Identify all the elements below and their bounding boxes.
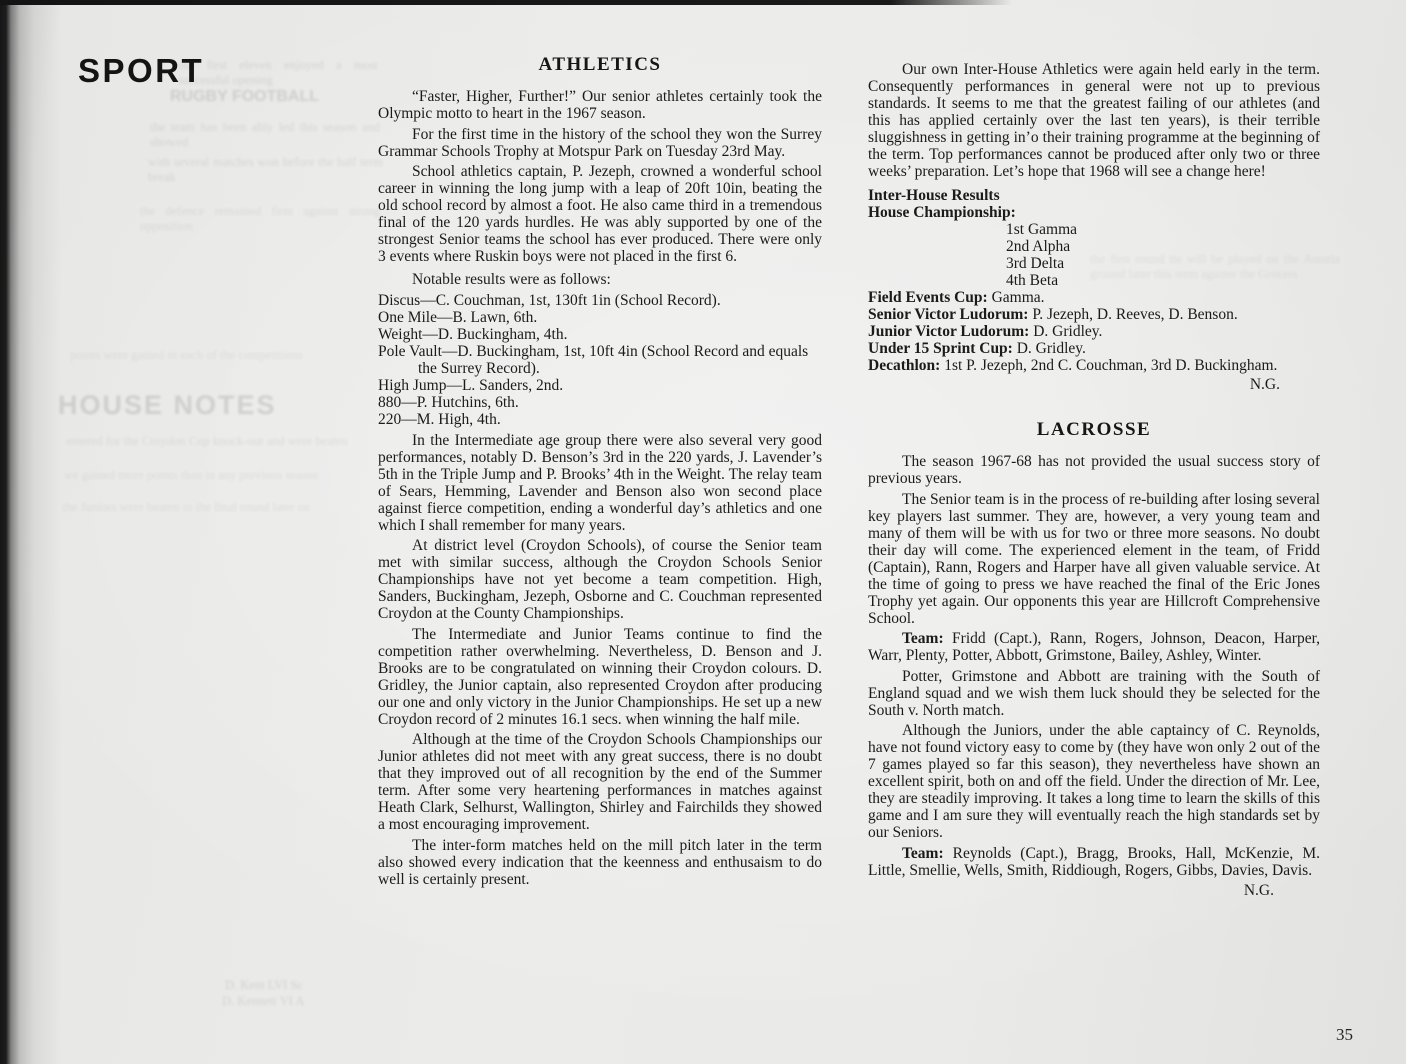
bleed-through-ghost: RUGBY FOOTBALL <box>170 88 320 105</box>
inter-house-results-heading: Inter-House Results <box>868 187 1000 204</box>
paragraph: For the first time in the history of the school they won the Surrey Grammar Schools Trophy at Motspur Park on Tuesday 23rd May. <box>378 125 822 160</box>
page-edge-top <box>0 0 1012 5</box>
results-list <box>378 292 822 428</box>
paragraph: The Senior team is in the process of re-building after losing several key players last summer. They are, however, a very young team and many of them will be with us for two or three more seasons. No doubt their day will come. The experienced element in the team, of Fridd (Captain), Rann, Rogers and Harper have all given valuable service. At the time of going to press we have reached the final of the Eric Jones Trophy yet again. Our opponents this year are Hillcroft Comprehensive School. <box>868 490 1320 627</box>
paragraph: The Intermediate and Junior Teams continue to find the competition rather overwhelming. Nevertheless, D. Benson and J. Brooks are to be congratulated on winning their Croydon colours. D. Gridley, the Junior captain, also represented Croydon after producing our one and only victory in the Junior Championships. He set up a new Croydon record of 2 minutes 16.1 secs. when winning the half mile. <box>378 625 822 728</box>
bleed-through-ghost: with several matches won before the half term break <box>148 155 383 184</box>
team-names: Fridd (Capt.), Rann, Rogers, Johnson, Deacon, Harper, Warr, Plenty, Potter, Abbott, Grimstone, Bailey, Ashley, Winter. <box>868 630 1320 664</box>
team-label: Team: <box>902 844 944 862</box>
award-value: Gamma. <box>987 289 1045 306</box>
paragraph: The season 1967-68 has not provided the usual success story of previous years. <box>868 453 1320 487</box>
section-heading-athletics: ATHLETICS <box>538 54 662 75</box>
signature: N.G. <box>1249 376 1280 393</box>
page-number: 35 <box>1336 1025 1353 1044</box>
paragraph: Potter, Grimstone and Abbott are training with the South of England squad and we wish them luck should they be selected for the South v. North match. <box>868 667 1320 719</box>
page-gutter-shadow <box>0 0 62 1064</box>
bleed-through-ghost: our first eleven enjoyed a most successful opening <box>178 58 378 87</box>
team-label: Team: <box>902 630 944 647</box>
paragraph: Although the Juniors, under the able captaincy of C. Reynolds, have not found victory easy to come by (they have won only 2 out of the 7 games played so far this season), they nevertheless have shown an excellent spirit, both on and off the field. Under the direction of Mr. Lee, they are steadily improving. It takes a long time to learn the skills of this game and I am sure they will eventually reach the high standards set by our Seniors. <box>868 722 1320 841</box>
house-placings <box>1006 221 1320 289</box>
paragraph: At district level (Croydon Schools), of course the Senior team met with similar success, although the Croydon Schools Senior Championships have not yet become a team competition. High, Sanders, Buckingham, Jezeph, Osborne and C. Couchman represented Croydon at the County Championships. <box>378 537 822 622</box>
bleed-through-ghost: points were gained in each of the competitions <box>70 348 303 362</box>
result-item: 220—M. High, 4th. <box>378 410 501 428</box>
team-names: Reynolds (Capt.), Bragg, Brooks, Hall, McKenzie, M. Little, Smellie, Wells, Smith, Riddiough, Rogers, Gibbs, Davies, Davis. <box>868 844 1320 879</box>
award-item <box>868 357 1320 374</box>
award-item <box>868 323 1320 340</box>
bleed-through-ghost: we gained more points than in any previous season <box>64 468 319 482</box>
right-column <box>868 61 1320 899</box>
award-value: 1st P. Jezeph, 2nd C. Couchman, 3rd D. Buckingham. <box>940 357 1278 374</box>
bleed-through-ghost: entered for the Croydon Cup knock-out and were beaten <box>66 434 348 448</box>
award-item <box>868 306 1320 323</box>
award-value: P. Jezeph, D. Reeves, D. Benson. <box>1028 306 1238 323</box>
placing-item: 3rd Delta <box>1006 255 1065 272</box>
result-item: Weight—D. Buckingham, 4th. <box>378 325 568 343</box>
award-label: Under 15 Sprint Cup: <box>868 340 1013 357</box>
paragraph: In the Intermediate age group there were also several very good performances, notably D. Benson’s 3rd in the 220 yards, J. Lavender’s 5th in the Triple Jump and P. Brooks’ 4th in the Weight. The relay team of Sears, Hemming, Lavender and Benson also won second place against fierce competition, ending a wonderful day’s athletics and one which I shall remember for many years. <box>378 431 822 534</box>
placing-item: 4th Beta <box>1006 272 1059 289</box>
bleed-through-ghost: D. Kennett VI A <box>222 994 305 1008</box>
bleed-through-ghost: the team has been ably led this season and showed <box>150 120 380 149</box>
paragraph: Notable results were as follows: <box>412 271 611 288</box>
result-item: Pole Vault—D. Buckingham, 1st, 10ft 4in (School Record and equals the Surrey Record). <box>378 342 809 377</box>
bleed-through-ghost: D. Kent LVI Sc <box>225 978 304 992</box>
result-item: Discus—C. Couchman, 1st, 130ft 1in (School Record). <box>378 291 721 309</box>
bleed-through-ghost: HOUSE NOTES <box>58 390 277 420</box>
section-heading-lacrosse: LACROSSE <box>1036 419 1152 440</box>
paragraph: Our own Inter-House Athletics were again held early in the term. Consequently performances in general were not up to previous standards. It seems to me that the greatest failing of our athletes (and this has applied certainly over the last ten years), is their terrible sluggishness in getting in’o their training programme at the beginning of the term. Top performances cannot be produced after only two or three weeks’ preparation. Let’s hope that 1968 will see a change here! <box>868 61 1320 180</box>
page-title: SPORT <box>78 52 205 89</box>
placing-item: 2nd Alpha <box>1006 238 1071 255</box>
paragraph: The inter-form matches held on the mill pitch later in the term also showed every indication that the keenness and enthusaism to do well is certainly present. <box>378 836 822 888</box>
award-label: Decathlon: <box>868 357 941 374</box>
junior-team-list <box>868 845 1320 879</box>
paragraph: “Faster, Higher, Further!” Our senior athletes certainly took the Olympic motto to heart in the 1967 season. <box>378 88 822 122</box>
award-label: Senior Victor Ludorum: <box>868 306 1029 323</box>
result-item: One Mile—B. Lawn, 6th. <box>378 308 538 326</box>
paragraph: Although at the time of the Croydon Schools Championships our Junior athletes did not meet with any great success, there is no doubt that they improved out of all recognition by the end of the Summer term. After some very heartening performances in matches against Heath Clark, Selhurst, Wallington, Shirley and Fairchilds they showed a most encouraging improvement. <box>378 731 822 833</box>
bleed-through-ghost: the first round tie will be played on the Astoria ground later this term against the Grocers <box>1090 252 1340 281</box>
award-label: Field Events Cup: <box>868 289 988 306</box>
signature: N.G. <box>1243 882 1274 899</box>
result-item: 880—P. Hutchins, 6th. <box>378 393 519 411</box>
result-item: High Jump—L. Sanders, 2nd. <box>378 376 564 394</box>
bleed-through-ghost: the defence remained firm against strong opposition <box>140 204 380 233</box>
senior-team-list <box>868 630 1320 664</box>
athletics-column <box>378 56 822 891</box>
bleed-through-ghost: the Juniors were beaten in the final round later on <box>62 500 311 514</box>
house-championship-heading: House Championship: <box>868 204 1016 221</box>
paragraph: School athletics captain, P. Jezeph, crowned a wonderful school career in winning the long jump with a leap of 20ft 10in, beating the old school record by almost a foot. He also came third in a tremendous final of the 120 yards hurdles. He was ably supported by one of the strongest Senior teams the school has ever produced. There were only 3 events where Ruskin boys were not placed in the first 6. <box>378 163 822 265</box>
award-value: D. Gridley. <box>1012 340 1086 357</box>
inter-house-results <box>868 187 1320 393</box>
award-item <box>868 289 1320 306</box>
placing-item: 1st Gamma <box>1006 221 1078 238</box>
award-label: Junior Victor Ludorum: <box>868 323 1030 340</box>
award-value: D. Gridley. <box>1029 323 1103 340</box>
award-item <box>868 340 1320 357</box>
